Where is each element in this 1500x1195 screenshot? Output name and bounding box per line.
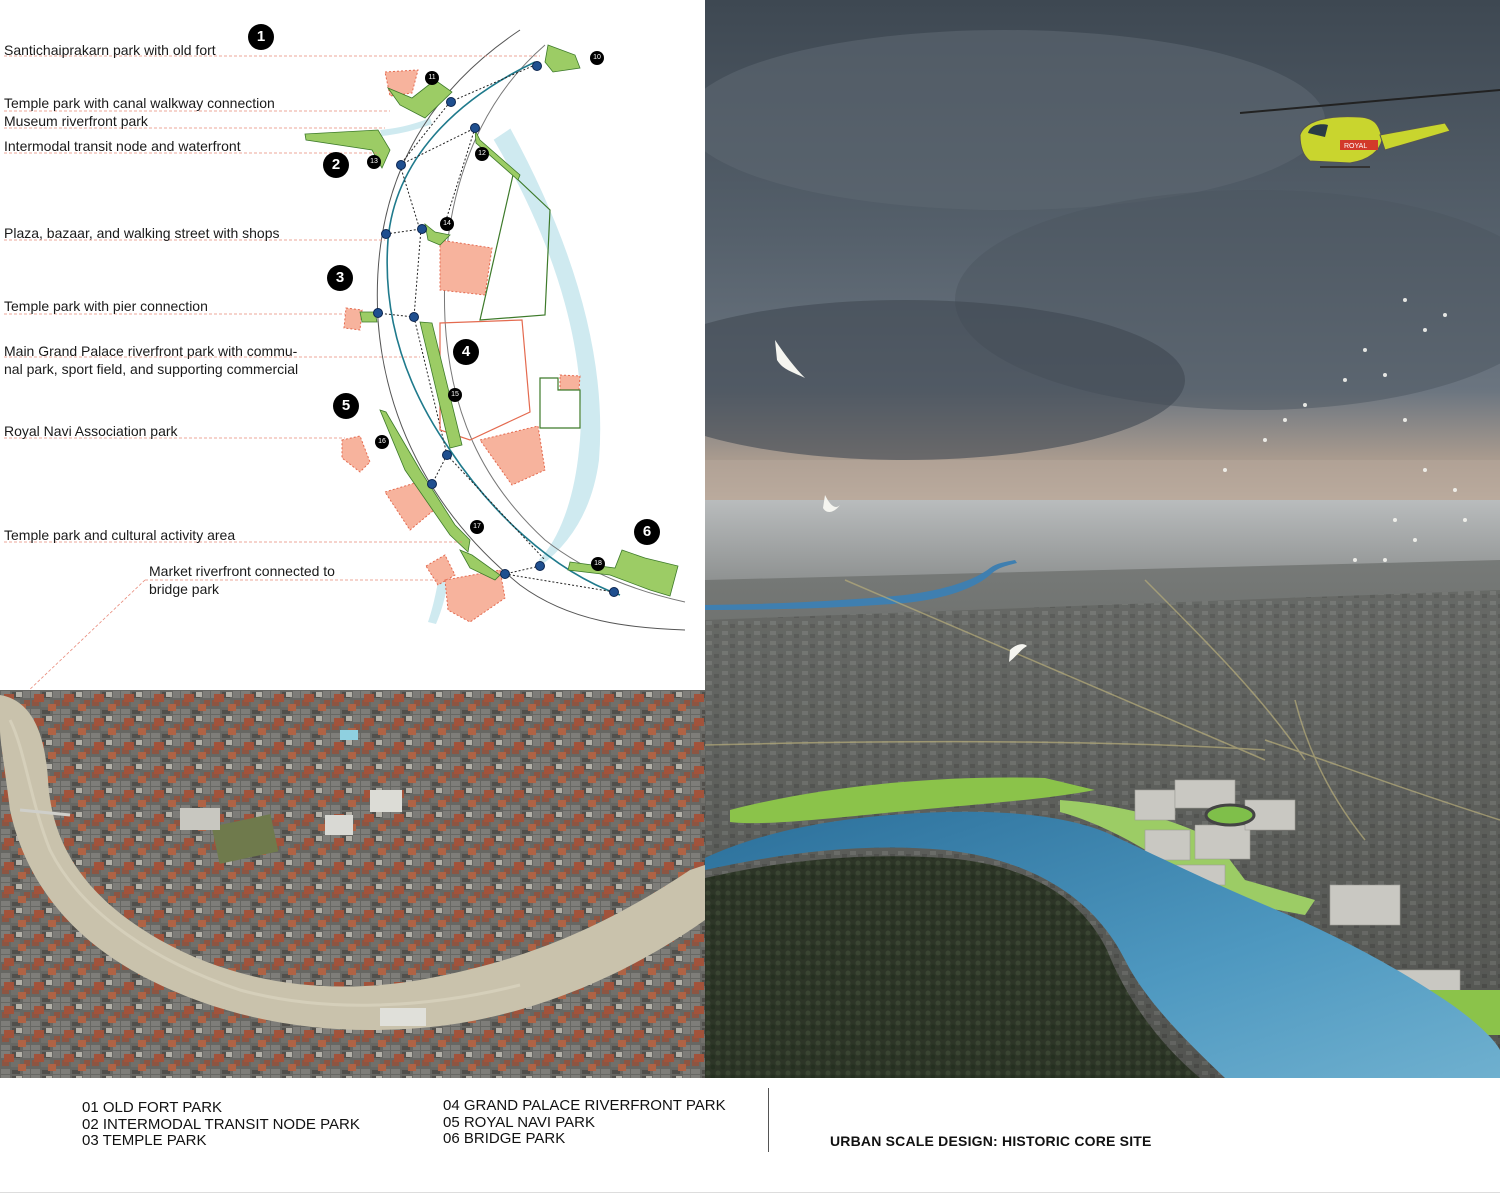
site-plan-diagram [0, 0, 705, 690]
stadium [1206, 805, 1254, 825]
node-number: 10 [590, 51, 604, 65]
transit-node [397, 161, 406, 170]
transit-node [610, 588, 619, 597]
node-number: 16 [375, 435, 389, 449]
zone-number-badge: 4 [453, 339, 479, 365]
legend-left [82, 1100, 360, 1150]
sheet-title: URBAN SCALE DESIGN: HISTORIC CORE SITE [830, 1133, 1152, 1149]
transit-node [374, 309, 383, 318]
river-outline-north [380, 118, 432, 136]
bottom-rule [0, 1192, 1500, 1193]
transit-node [428, 480, 437, 489]
transit-node [443, 451, 452, 460]
node-number: 18 [591, 557, 605, 571]
label-royal-navi: Royal Navi Association park [4, 423, 178, 439]
zone-number-badge: 5 [333, 393, 359, 419]
legend-item: 06 BRIDGE PARK [443, 1130, 566, 1147]
zone-number-badge: 2 [323, 152, 349, 178]
zone-number-badge: 3 [327, 265, 353, 291]
aerial-render [705, 0, 1500, 1078]
aerial-photo-graphic [0, 690, 705, 1078]
transit-node [536, 562, 545, 571]
label-temple-pier: Temple park with pier connection [4, 298, 208, 314]
node-number: 12 [475, 147, 489, 161]
label-intermodal: Intermodal transit node and waterfront [4, 138, 241, 154]
node-number: 13 [367, 155, 381, 169]
aerial-render-graphic [705, 0, 1500, 1078]
node-number: 14 [440, 217, 454, 231]
label-plaza: Plaza, bazaar, and walking street with shops [4, 225, 280, 241]
label-market-2: bridge park [149, 581, 220, 597]
legend-item: 01 OLD FORT PARK [82, 1099, 223, 1116]
label-market-1: Market riverfront connected to [149, 563, 335, 579]
legend-right [443, 1098, 726, 1148]
transit-node [418, 225, 427, 234]
footer-divider [768, 1088, 769, 1152]
river-outline [495, 130, 599, 565]
label-old-fort: Santichaiprakarn park with old fort [4, 42, 216, 58]
node-number: 11 [425, 71, 439, 85]
label-temple-cultural: Temple park and cultural activity area [4, 527, 236, 543]
node-number: 17 [470, 520, 484, 534]
label-grand-palace-2: nal park, sport field, and supporting commercial [4, 361, 299, 377]
aerial-photo [0, 690, 705, 1078]
transit-node [471, 124, 480, 133]
legend-item: 04 GRAND PALACE RIVERFRONT PARK [443, 1097, 726, 1114]
zone-number-badge: 6 [634, 519, 660, 545]
zone-number-badge: 1 [248, 24, 274, 50]
transit-node [501, 570, 510, 579]
label-grand-palace-1: Main Grand Palace riverfront park with commu- [4, 343, 298, 359]
transit-node [382, 230, 391, 239]
helicopter-text: ROYAL [1344, 143, 1368, 150]
node-number: 15 [448, 388, 462, 402]
footer [0, 1078, 1500, 1195]
transit-node [410, 313, 419, 322]
legend-item: 02 INTERMODAL TRANSIT NODE PARK [82, 1115, 360, 1133]
legend-item: 03 TEMPLE PARK [82, 1132, 207, 1149]
transit-node [533, 62, 542, 71]
label-museum: Museum riverfront park [4, 113, 148, 129]
transit-node [447, 98, 456, 107]
label-temple-canal: Temple park with canal walkway connection [4, 95, 275, 111]
legend-item: 05 ROYAL NAVI PARK [443, 1113, 595, 1131]
